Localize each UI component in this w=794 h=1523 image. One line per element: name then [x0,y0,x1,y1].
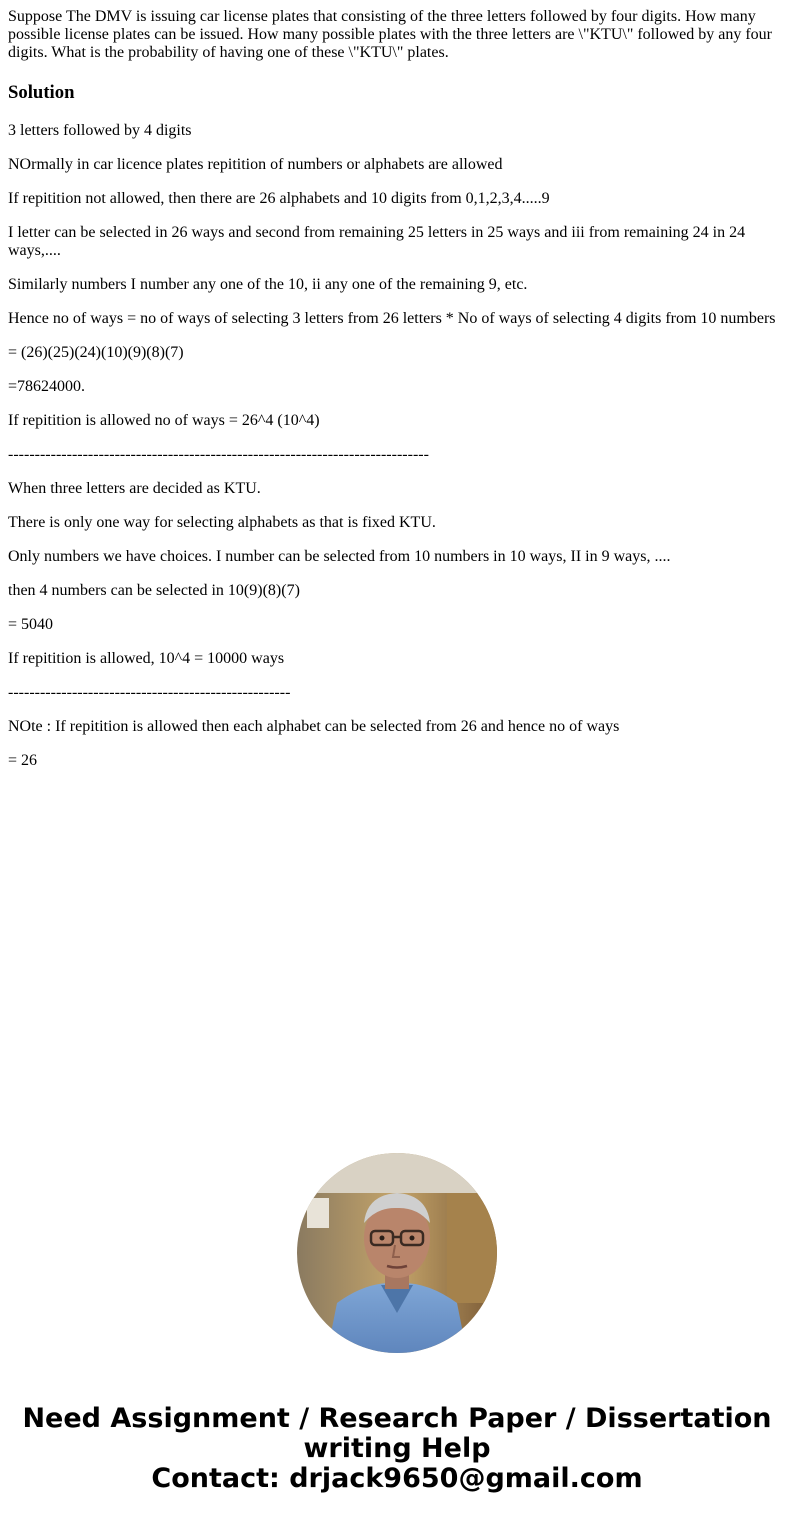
divider-line: ------------------------------------------------------------------------------- [8,446,429,463]
solution-line: = 26 [8,752,38,769]
promo-headline: Need Assignment / Research Paper / Dissertation [22,1403,772,1434]
solution-line: Only numbers we have choices. I number can be selected from 10 numbers in 10 ways, II in 9 ways, .... [8,548,671,565]
document-body [8,8,784,786]
author-photo [297,1153,497,1353]
promo-contact: Contact: drjack9650@gmail.com [151,1463,643,1494]
solution-line: Hence no of ways = no of ways of selecting 3 letters from 26 letters * No of ways of selecting 4 digits from 10 numbers [8,310,776,327]
solution-line: = (26)(25)(24)(10)(9)(8)(7) [8,344,184,361]
solution-line: If repitition is allowed, 10^4 = 10000 ways [8,650,285,667]
solution-line: I letter can be selected in 26 ways and second from remaining 25 letters in 25 ways and iii from remaining 24 in 24 ways,.... [8,224,746,259]
question-text: Suppose The DMV is issuing car license plates that consisting of the three letters followed by four digits. How many possible license plates can be issued. How many possible plates with the three letters are \"KTU\" followed by any four digits. What is the probability of having one of these \"KTU\" plates. [8,8,772,61]
solution-line: = 5040 [8,616,54,633]
divider-line: ----------------------------------------------------- [8,684,291,701]
solution-line: When three letters are decided as KTU. [8,480,261,497]
solution-line: Similarly numbers I number any one of the 10, ii any one of the remaining 9, etc. [8,276,528,293]
promo-banner [0,1404,794,1494]
solution-line: 3 letters followed by 4 digits [8,122,192,139]
solution-line: NOte : If repitition is allowed then each alphabet can be selected from 26 and hence no of ways [8,718,620,735]
author-portrait-image [297,1153,497,1353]
solution-body [8,122,784,770]
solution-line: If repitition is allowed no of ways = 26^4 (10^4) [8,412,320,429]
promo-subheadline: writing Help [303,1433,491,1464]
solution-line: NOrmally in car licence plates repitition of numbers or alphabets are allowed [8,156,503,173]
solution-line: There is only one way for selecting alphabets as that is fixed KTU. [8,514,436,531]
solution-line: If repitition not allowed, then there are 26 alphabets and 10 digits from 0,1,2,3,4.....9 [8,190,550,207]
solution-line: =78624000. [8,378,86,395]
solution-heading: Solution [8,82,75,103]
solution-line: then 4 numbers can be selected in 10(9)(8)(7) [8,582,300,599]
